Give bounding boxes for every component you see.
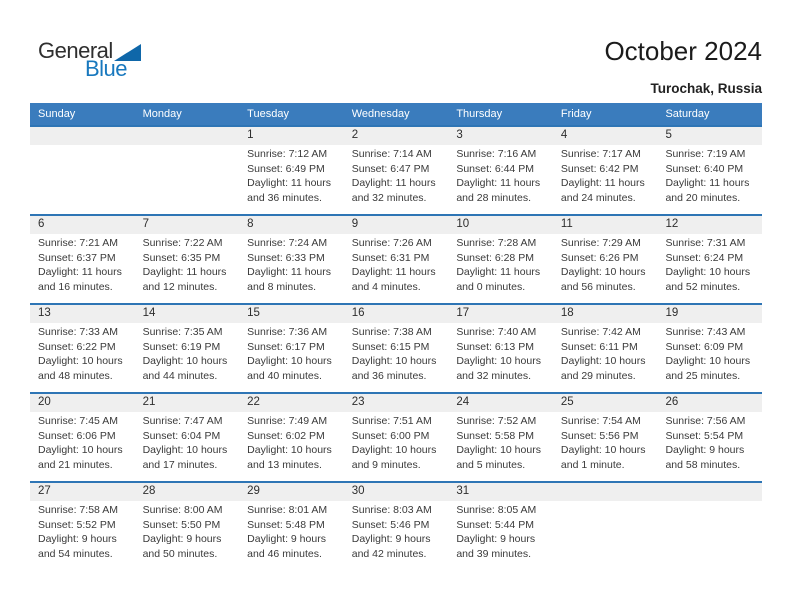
daylight-text: Daylight: 10 hours and 48 minutes. — [38, 355, 123, 382]
sunrise-text: Sunrise: 7:56 AM — [665, 415, 746, 427]
day-number-strip — [553, 127, 658, 145]
weekday-header-monday: Monday — [142, 108, 182, 120]
day-number: 13 — [38, 307, 51, 319]
day-number-strip — [344, 216, 449, 234]
day-cell — [553, 216, 658, 303]
page-title: October 2024 — [604, 36, 762, 66]
day-details — [344, 323, 449, 383]
daylight-text: Daylight: 11 hours and 0 minutes. — [456, 266, 541, 293]
sunset-text: Sunset: 6:19 PM — [142, 340, 221, 353]
day-number: 17 — [456, 307, 470, 319]
day-number-strip — [135, 127, 240, 145]
day-cell — [239, 127, 344, 214]
day-number-strip — [30, 127, 135, 145]
day-number: 16 — [351, 307, 365, 319]
sunset-text: Sunset: 6:02 PM — [247, 429, 325, 442]
day-details — [657, 412, 762, 472]
day-cell — [657, 305, 762, 392]
sunset-text: Sunset: 6:04 PM — [142, 429, 221, 442]
day-details — [344, 412, 449, 472]
day-number: 27 — [38, 485, 51, 497]
day-number-strip — [239, 216, 344, 234]
daylight-text: Daylight: 10 hours and 44 minutes. — [142, 355, 228, 382]
day-details — [657, 323, 762, 383]
sunset-text: Sunset: 6:09 PM — [665, 340, 744, 353]
day-number: 26 — [665, 396, 679, 408]
general-blue-logo — [38, 40, 141, 80]
daylight-text: Daylight: 9 hours and 46 minutes. — [247, 533, 326, 560]
logo-text-blue: Blue — [85, 56, 128, 81]
day-details — [30, 501, 135, 561]
sunrise-text: Sunrise: 7:19 AM — [665, 148, 746, 160]
daylight-text: Daylight: 11 hours and 24 minutes. — [560, 177, 645, 204]
sunset-text: Sunset: 6:31 PM — [351, 251, 430, 264]
week-row — [30, 214, 762, 303]
day-number: 10 — [456, 218, 470, 230]
sunset-text: Sunset: 6:47 PM — [351, 162, 430, 175]
day-cell — [553, 127, 658, 214]
day-cell — [239, 483, 344, 570]
sunrise-text: Sunrise: 7:28 AM — [456, 237, 537, 249]
sunrise-text: Sunrise: 7:40 AM — [456, 326, 537, 338]
day-number: 2 — [351, 129, 359, 141]
day-number-strip — [30, 216, 135, 234]
day-number-strip — [239, 483, 344, 501]
day-cell — [657, 216, 762, 303]
daylight-text: Daylight: 10 hours and 25 minutes. — [665, 355, 751, 382]
daylight-text: Daylight: 9 hours and 58 minutes. — [665, 444, 745, 471]
sunset-text: Sunset: 5:44 PM — [456, 518, 534, 531]
day-number-strip — [135, 216, 240, 234]
daylight-text: Daylight: 9 hours and 50 minutes. — [142, 533, 222, 560]
day-number-strip — [135, 305, 240, 323]
sunrise-text: Sunrise: 8:03 AM — [351, 504, 432, 516]
sunrise-text: Sunrise: 7:24 AM — [247, 237, 328, 249]
daylight-text: Daylight: 11 hours and 12 minutes. — [142, 266, 227, 293]
day-details — [448, 323, 553, 383]
daylight-text: Daylight: 9 hours and 39 minutes. — [456, 533, 536, 560]
day-number-strip — [657, 127, 762, 145]
day-cell — [448, 483, 553, 570]
day-number-strip — [553, 394, 658, 412]
sunset-text: Sunset: 6:17 PM — [247, 340, 325, 353]
sunset-text: Sunset: 6:35 PM — [142, 251, 221, 264]
sunrise-text: Sunrise: 7:43 AM — [665, 326, 746, 338]
day-number: 28 — [142, 485, 156, 497]
sunrise-text: Sunrise: 8:01 AM — [247, 504, 328, 516]
day-details — [448, 145, 553, 205]
day-number-strip — [239, 127, 344, 145]
day-number-strip — [135, 394, 240, 412]
daylight-text: Daylight: 11 hours and 36 minutes. — [247, 177, 332, 204]
day-details — [135, 501, 240, 561]
day-number-strip — [448, 127, 553, 145]
day-number: 25 — [560, 396, 574, 408]
sunrise-text: Sunrise: 7:22 AM — [142, 237, 223, 249]
day-number: 7 — [142, 218, 149, 230]
sunset-text: Sunset: 6:06 PM — [38, 429, 116, 442]
sunrise-text: Sunrise: 7:38 AM — [351, 326, 432, 338]
day-cell — [30, 305, 135, 392]
sunset-text: Sunset: 6:11 PM — [560, 340, 638, 353]
day-number-strip — [135, 483, 240, 501]
sunset-text: Sunset: 6:13 PM — [456, 340, 534, 353]
day-details — [448, 234, 553, 294]
week-row — [30, 392, 762, 481]
day-number-strip — [344, 305, 449, 323]
sunset-text: Sunset: 5:56 PM — [560, 429, 639, 442]
day-number: 5 — [665, 129, 672, 141]
day-number: 31 — [456, 485, 470, 497]
day-number: 21 — [142, 396, 156, 408]
day-number: 11 — [560, 218, 573, 230]
day-details — [344, 145, 449, 205]
day-number: 19 — [665, 307, 679, 319]
day-details — [657, 234, 762, 294]
day-cell — [30, 483, 135, 570]
day-details — [30, 323, 135, 383]
week-row — [30, 303, 762, 392]
day-details — [553, 412, 658, 472]
day-cell-empty — [30, 127, 135, 214]
sunrise-text: Sunrise: 7:49 AM — [247, 415, 328, 427]
day-cell — [344, 394, 449, 481]
day-cell — [135, 394, 240, 481]
location-subtitle: Turochak, Russia — [650, 81, 762, 96]
sunrise-text: Sunrise: 7:35 AM — [142, 326, 223, 338]
calendar-weeks — [30, 125, 762, 570]
day-number: 18 — [560, 307, 574, 319]
day-cell — [344, 483, 449, 570]
day-details — [135, 412, 240, 472]
sunset-text: Sunset: 5:52 PM — [38, 518, 116, 531]
sunrise-text: Sunrise: 7:42 AM — [560, 326, 641, 338]
daylight-text: Daylight: 11 hours and 8 minutes. — [247, 266, 332, 293]
day-cell-empty — [657, 483, 762, 570]
weekday-header-row — [30, 103, 762, 125]
day-cell — [344, 305, 449, 392]
day-number-strip — [448, 394, 553, 412]
daylight-text: Daylight: 10 hours and 40 minutes. — [247, 355, 332, 382]
weekday-header-thursday: Thursday — [456, 108, 503, 120]
day-number: 24 — [456, 396, 470, 408]
sunset-text: Sunset: 6:49 PM — [247, 162, 325, 175]
day-number: 6 — [38, 218, 45, 230]
day-cell — [30, 394, 135, 481]
day-number-strip — [553, 305, 658, 323]
day-cell-empty — [135, 127, 240, 214]
sunrise-text: Sunrise: 7:54 AM — [560, 415, 641, 427]
weekday-header-sunday: Sunday — [38, 108, 76, 120]
day-details — [657, 145, 762, 205]
sunset-text: Sunset: 6:15 PM — [351, 340, 430, 353]
title-block — [604, 36, 762, 96]
weekday-header-friday: Friday — [560, 108, 592, 120]
day-details — [448, 501, 553, 561]
sunset-text: Sunset: 5:50 PM — [142, 518, 221, 531]
day-cell — [448, 305, 553, 392]
sunrise-text: Sunrise: 8:05 AM — [456, 504, 537, 516]
day-cell — [344, 216, 449, 303]
sunrise-text: Sunrise: 7:29 AM — [560, 237, 641, 249]
daylight-text: Daylight: 10 hours and 13 minutes. — [247, 444, 332, 471]
daylight-text: Daylight: 10 hours and 29 minutes. — [560, 355, 646, 382]
calendar-table — [30, 103, 762, 570]
day-cell-empty — [553, 483, 658, 570]
day-number-strip — [448, 305, 553, 323]
day-number-strip — [30, 305, 135, 323]
day-cell — [344, 127, 449, 214]
sunset-text: Sunset: 5:58 PM — [456, 429, 534, 442]
day-number: 1 — [247, 129, 254, 141]
day-number-strip — [239, 305, 344, 323]
day-details — [553, 234, 658, 294]
day-number: 12 — [665, 218, 679, 230]
sunrise-text: Sunrise: 7:45 AM — [38, 415, 118, 427]
day-cell — [135, 216, 240, 303]
sunrise-text: Sunrise: 7:36 AM — [247, 326, 328, 338]
logo-text-general: General — [38, 38, 113, 63]
daylight-text: Daylight: 9 hours and 54 minutes. — [38, 533, 117, 560]
sunset-text: Sunset: 6:37 PM — [38, 251, 116, 264]
daylight-text: Daylight: 11 hours and 4 minutes. — [351, 266, 436, 293]
daylight-text: Daylight: 9 hours and 42 minutes. — [351, 533, 431, 560]
day-number: 9 — [351, 218, 359, 230]
day-details — [553, 145, 658, 205]
day-number-strip — [657, 394, 762, 412]
day-cell — [239, 305, 344, 392]
day-number-strip — [30, 483, 135, 501]
day-number-strip — [239, 394, 344, 412]
sunrise-text: Sunrise: 7:14 AM — [351, 148, 432, 160]
day-cell — [448, 127, 553, 214]
day-details — [344, 234, 449, 294]
day-number-strip — [344, 394, 449, 412]
day-number-strip — [448, 216, 553, 234]
day-number-strip — [30, 394, 135, 412]
day-number: 15 — [247, 307, 260, 319]
day-number: 4 — [560, 129, 568, 141]
sunset-text: Sunset: 5:46 PM — [351, 518, 430, 531]
daylight-text: Daylight: 10 hours and 21 minutes. — [38, 444, 123, 471]
day-details — [239, 145, 344, 205]
day-cell — [30, 216, 135, 303]
day-details — [239, 234, 344, 294]
week-row — [30, 481, 762, 570]
sunrise-text: Sunrise: 7:52 AM — [456, 415, 537, 427]
daylight-text: Daylight: 10 hours and 56 minutes. — [560, 266, 646, 293]
day-details — [553, 323, 658, 383]
daylight-text: Daylight: 10 hours and 36 minutes. — [351, 355, 437, 382]
day-cell — [657, 127, 762, 214]
day-cell — [553, 394, 658, 481]
sunset-text: Sunset: 6:40 PM — [665, 162, 744, 175]
daylight-text: Daylight: 11 hours and 20 minutes. — [665, 177, 750, 204]
sunrise-text: Sunrise: 7:17 AM — [560, 148, 641, 160]
day-number-strip — [657, 305, 762, 323]
day-number: 29 — [247, 485, 260, 497]
sunrise-text: Sunrise: 7:21 AM — [38, 237, 118, 249]
daylight-text: Daylight: 10 hours and 52 minutes. — [665, 266, 751, 293]
day-number-strip — [344, 483, 449, 501]
day-details — [239, 501, 344, 561]
daylight-text: Daylight: 10 hours and 32 minutes. — [456, 355, 541, 382]
day-cell — [135, 305, 240, 392]
sunrise-text: Sunrise: 7:12 AM — [247, 148, 328, 160]
sunset-text: Sunset: 6:28 PM — [456, 251, 534, 264]
daylight-text: Daylight: 10 hours and 1 minute. — [560, 444, 646, 471]
day-details — [135, 323, 240, 383]
sunset-text: Sunset: 6:42 PM — [560, 162, 639, 175]
daylight-text: Daylight: 11 hours and 16 minutes. — [38, 266, 122, 293]
day-number-strip — [553, 216, 658, 234]
sunset-text: Sunset: 6:26 PM — [560, 251, 639, 264]
week-row — [30, 125, 762, 214]
weekday-header-saturday: Saturday — [665, 108, 710, 120]
daylight-text: Daylight: 10 hours and 17 minutes. — [142, 444, 228, 471]
sunset-text: Sunset: 5:48 PM — [247, 518, 325, 531]
day-number-strip — [553, 483, 658, 501]
sunset-text: Sunset: 5:54 PM — [665, 429, 744, 442]
day-number-strip — [657, 483, 762, 501]
day-details — [448, 412, 553, 472]
day-number-strip — [657, 216, 762, 234]
day-cell — [448, 394, 553, 481]
sunset-text: Sunset: 6:24 PM — [665, 251, 744, 264]
day-number: 22 — [247, 396, 260, 408]
weekday-header-tuesday: Tuesday — [247, 108, 289, 120]
day-cell — [448, 216, 553, 303]
sunset-text: Sunset: 6:44 PM — [456, 162, 534, 175]
sunrise-text: Sunrise: 7:26 AM — [351, 237, 432, 249]
day-number: 8 — [247, 218, 254, 230]
day-cell — [657, 394, 762, 481]
day-details — [135, 234, 240, 294]
day-details — [30, 412, 135, 472]
day-number-strip — [344, 127, 449, 145]
daylight-text: Daylight: 10 hours and 5 minutes. — [456, 444, 541, 471]
day-cell — [135, 483, 240, 570]
sunrise-text: Sunrise: 7:33 AM — [38, 326, 118, 338]
sunset-text: Sunset: 6:22 PM — [38, 340, 116, 353]
day-cell — [239, 216, 344, 303]
day-details — [30, 234, 135, 294]
day-cell — [239, 394, 344, 481]
day-number: 3 — [456, 129, 463, 141]
daylight-text: Daylight: 10 hours and 9 minutes. — [351, 444, 437, 471]
day-details — [239, 323, 344, 383]
sunrise-text: Sunrise: 7:58 AM — [38, 504, 118, 516]
daylight-text: Daylight: 11 hours and 32 minutes. — [351, 177, 436, 204]
day-number: 20 — [38, 396, 51, 408]
sunrise-text: Sunrise: 7:47 AM — [142, 415, 223, 427]
day-cell — [553, 305, 658, 392]
weekday-header-wednesday: Wednesday — [351, 108, 410, 120]
sunrise-text: Sunrise: 7:31 AM — [665, 237, 746, 249]
day-number: 14 — [142, 307, 156, 319]
daylight-text: Daylight: 11 hours and 28 minutes. — [456, 177, 541, 204]
day-details — [344, 501, 449, 561]
day-number: 23 — [351, 396, 365, 408]
day-number: 30 — [351, 485, 365, 497]
day-details — [239, 412, 344, 472]
sunrise-text: Sunrise: 7:16 AM — [456, 148, 537, 160]
sunset-text: Sunset: 6:00 PM — [351, 429, 430, 442]
sunset-text: Sunset: 6:33 PM — [247, 251, 325, 264]
day-number-strip — [448, 483, 553, 501]
sunrise-text: Sunrise: 8:00 AM — [142, 504, 223, 516]
sunrise-text: Sunrise: 7:51 AM — [351, 415, 432, 427]
